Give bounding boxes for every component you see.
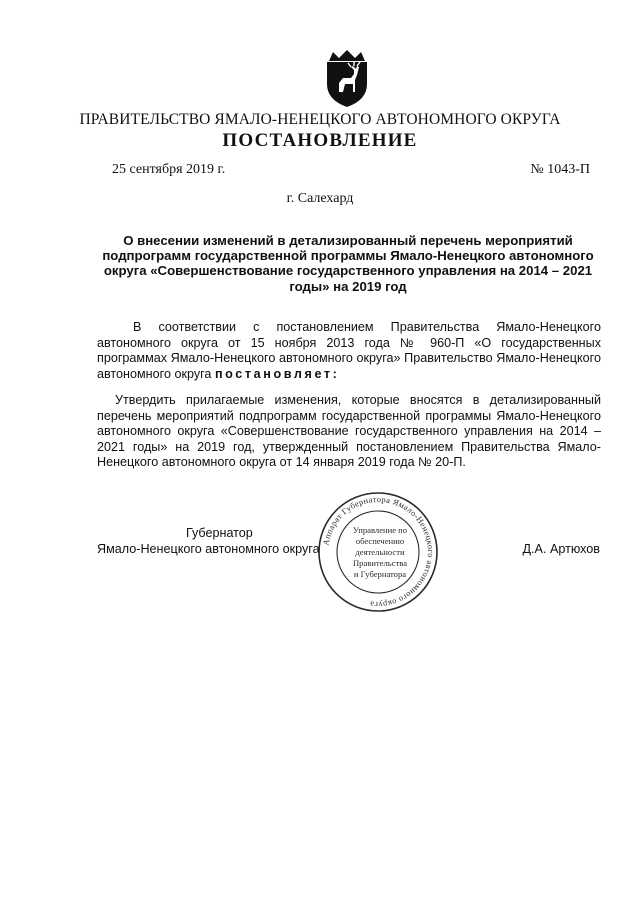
stamp-line-5: и Губернатора xyxy=(353,569,407,579)
coat-of-arms-emblem xyxy=(321,50,373,108)
organization-header: ПРАВИТЕЛЬСТВО ЯМАЛО-НЕНЕЦКОГО АВТОНОМНОГО ОКРУГА xyxy=(79,111,561,128)
document-type-title: ПОСТАНОВЛЕНИЕ xyxy=(222,130,418,151)
stamp-line-1: Управление по xyxy=(352,525,408,535)
document-date: 25 сентября 2019 г. xyxy=(112,162,226,177)
signatory-position: Губернатор xyxy=(186,526,253,540)
resolution-paragraph: Утвердить прилагаемые изменения, которые вносятся в детализированный перечень мероприятий подпрограмм государственной программы Ямало-Ненецкого автономного округа «Совершенствование государственного управления на 2014 – 2021 годы» на 2019 год, утвержденный постановлением Правительства Ямало-Ненецкого автономного округа от 14 января 2019 года № 20-П. xyxy=(97,393,601,469)
preamble-text: В соответствии с постановлением Правительства Ямало-Ненецкого автономного округа от 15 ноября 2013 года № 960-П «О государственных программах Ямало-Ненецкого автономного округа» Правительство Ямало-Ненецкого автономного округа xyxy=(97,320,601,381)
stamp-line-2: обеспечению xyxy=(355,536,405,546)
stamp-line-4: Правительства xyxy=(352,558,408,568)
stamp-outer-text: Аппарат Губернатора Ямало-Ненецкого автономного округа xyxy=(321,494,436,610)
stamp-line-3: деятельности xyxy=(355,547,405,557)
document-subject: О внесении изменений в детализированный перечень мероприятий подпрограмм государственной программы Ямало-Ненецкого автономного округа «Совершенствование государственного управления на 2014 – 2021 годы» на 2019 год xyxy=(102,233,594,294)
signatory-name: Д.А. Артюхов xyxy=(522,542,600,556)
document-number: № 1043-П xyxy=(530,162,590,177)
official-stamp xyxy=(316,490,440,614)
document-city: г. Салехард xyxy=(286,191,354,206)
preamble-paragraph xyxy=(97,320,601,382)
signatory-organization: Ямало-Ненецкого автономного округа xyxy=(97,542,320,556)
resolution-keyword: постановляет: xyxy=(214,366,340,381)
